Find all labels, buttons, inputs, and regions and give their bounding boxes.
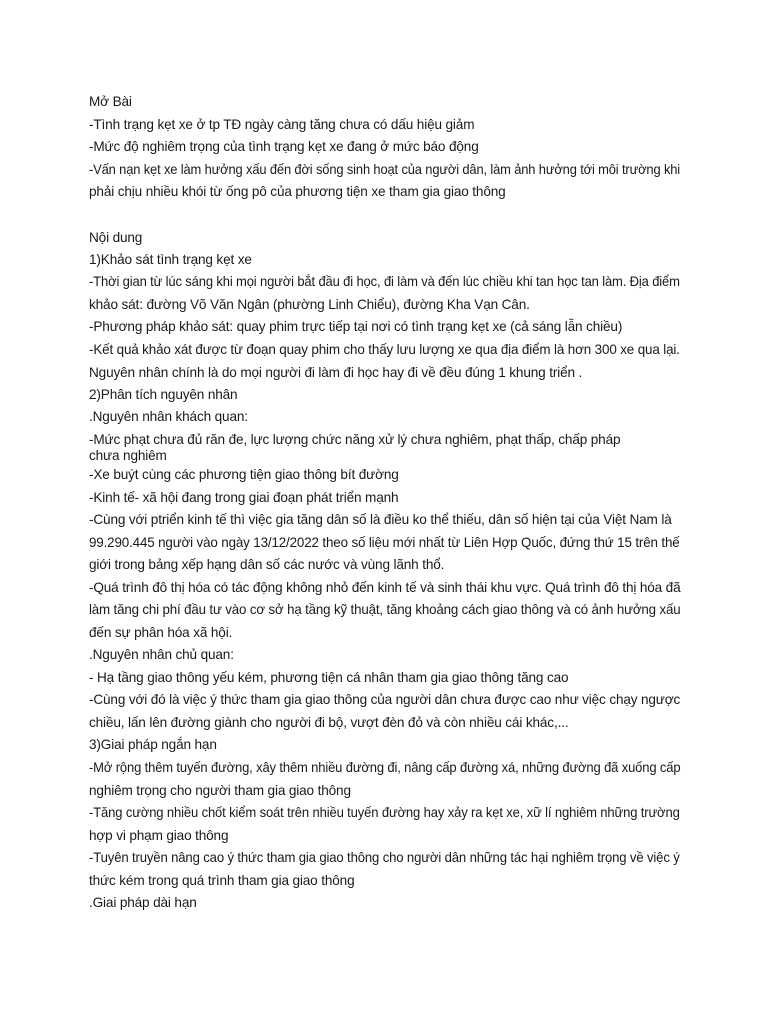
text-line: -Tuyên truyền nâng cao ý thức tham gia giao thông cho người dân những tác hại nghiêm trọng về việc ý xyxy=(89,850,680,865)
text-line: -Vấn nạn kẹt xe làm hưởng xấu đến đời sống sinh hoạt của người dân, làm ảnh hưởng tới môi trường khi xyxy=(89,162,681,177)
text-line: chưa nghiêm xyxy=(89,448,167,463)
text-line: 99.290.445 người vào ngày 13/12/2022 theo số liệu mới nhất từ Liên Hợp Quốc, đứng thứ 15 trên thế xyxy=(89,535,680,550)
text-line: -Thời gian từ lúc sáng khi mọi người bắt đầu đi học, đi làm và đến lúc chiều khi tan học tan làm. Địa điểm xyxy=(89,274,680,289)
text-line: -Kết quả khảo xát được từ đoạn quay phim cho thấy lưu lượng xe qua địa điểm là hơn 300 xe qua lại. xyxy=(89,342,680,357)
text-line: - Hạ tầng giao thông yếu kém, phương tiện cá nhân tham gia giao thông tăng cao xyxy=(89,670,569,685)
section-heading: 1)Khảo sát tình trạng kẹt xe xyxy=(89,252,252,267)
text-line: hợp vi phạm giao thông xyxy=(89,828,229,843)
section-heading: 3)Giai pháp ngắn hạn xyxy=(89,737,217,752)
text-line: -Tăng cường nhiều chốt kiểm soát trên nhiều tuyến đường hay xảy ra kẹt xe, xữ lí nghiêm những trường xyxy=(89,805,680,820)
subsection-heading: .Nguyên nhân khách quan: xyxy=(89,409,248,424)
text-line: nghiêm trọng cho người tham gia giao thông xyxy=(89,783,351,798)
text-line: -Phương pháp khảo sát: quay phim trực tiếp tại nơi có tình trạng kẹt xe (cả sáng lẫn chiều) xyxy=(89,319,623,334)
text-line: đến sự phân hóa xã hội. xyxy=(89,625,233,640)
text-line: thức kém trong quá trình tham gia giao thông xyxy=(89,873,355,888)
text-line: -Mức phạt chưa đủ răn đe, lực lượng chức năng xử lý chưa nghiêm, phạt thấp, chấp pháp xyxy=(89,432,621,447)
text-line: -Tình trạng kẹt xe ở tp TĐ ngày càng tăng chưa có dấu hiệu giảm xyxy=(89,117,475,132)
subsection-heading: .Nguyên nhân chủ quan: xyxy=(89,647,234,662)
text-line: -Mở rộng thêm tuyến đường, xây thêm nhiều đường đi, nâng cấp đường xá, những đường đã xuống cấp xyxy=(89,760,681,775)
text-line: chiều, lấn lên đường giành cho người đi bộ, vượt đèn đỏ và còn nhiều cái khác,... xyxy=(89,715,569,730)
text-line: -Cùng với ptriển kinh tế thì việc gia tăng dân số là điều ko thể thiếu, dân số hiện tại của Việt Nam là xyxy=(89,512,672,527)
text-line: -Xe buýt cùng các phương tiện giao thông bít đường xyxy=(89,467,399,482)
heading-noi-dung: Nội dung xyxy=(89,230,143,245)
text-line: phải chịu nhiều khói từ ống pô của phương tiện xe tham gia giao thông xyxy=(89,184,506,199)
text-line: làm tăng chi phí đầu tư vào cơ sở hạ tầng kỹ thuật, tăng khoảng cách giao thông và có ảnh hưởng xấu xyxy=(89,602,681,617)
heading-mo-bai: Mở Bài xyxy=(89,94,132,109)
text-line: -Cùng với đó là việc ý thức tham gia giao thông của người dân chưa được cao như việc chạy ngược xyxy=(89,692,681,707)
section-heading: .Giai pháp dài hạn xyxy=(89,895,197,910)
text-line: giới trong bảng xếp hạng dân số các nước và vùng lãnh thổ. xyxy=(89,557,445,572)
section-heading: 2)Phân tích nguyên nhân xyxy=(89,387,238,402)
text-line: -Mức độ nghiêm trọng của tình trạng kẹt xe đang ở mức báo động xyxy=(89,139,479,154)
text-line: -Quá trình đô thị hóa có tác động không nhỏ đến kinh tế và sinh thái khu vực. Quá trình đô thị hóa đã xyxy=(89,580,681,595)
text-line: -Kinh tế- xã hội đang trong giai đoạn phát triển mạnh xyxy=(89,490,399,505)
text-line: Nguyên nhân chính là do mọi người đi làm đi học hay đi về đều đúng 1 khung triển . xyxy=(89,365,583,380)
text-line: khảo sát: đường Võ Văn Ngân (phường Linh Chiểu), đường Kha Vạn Cân. xyxy=(89,297,530,312)
